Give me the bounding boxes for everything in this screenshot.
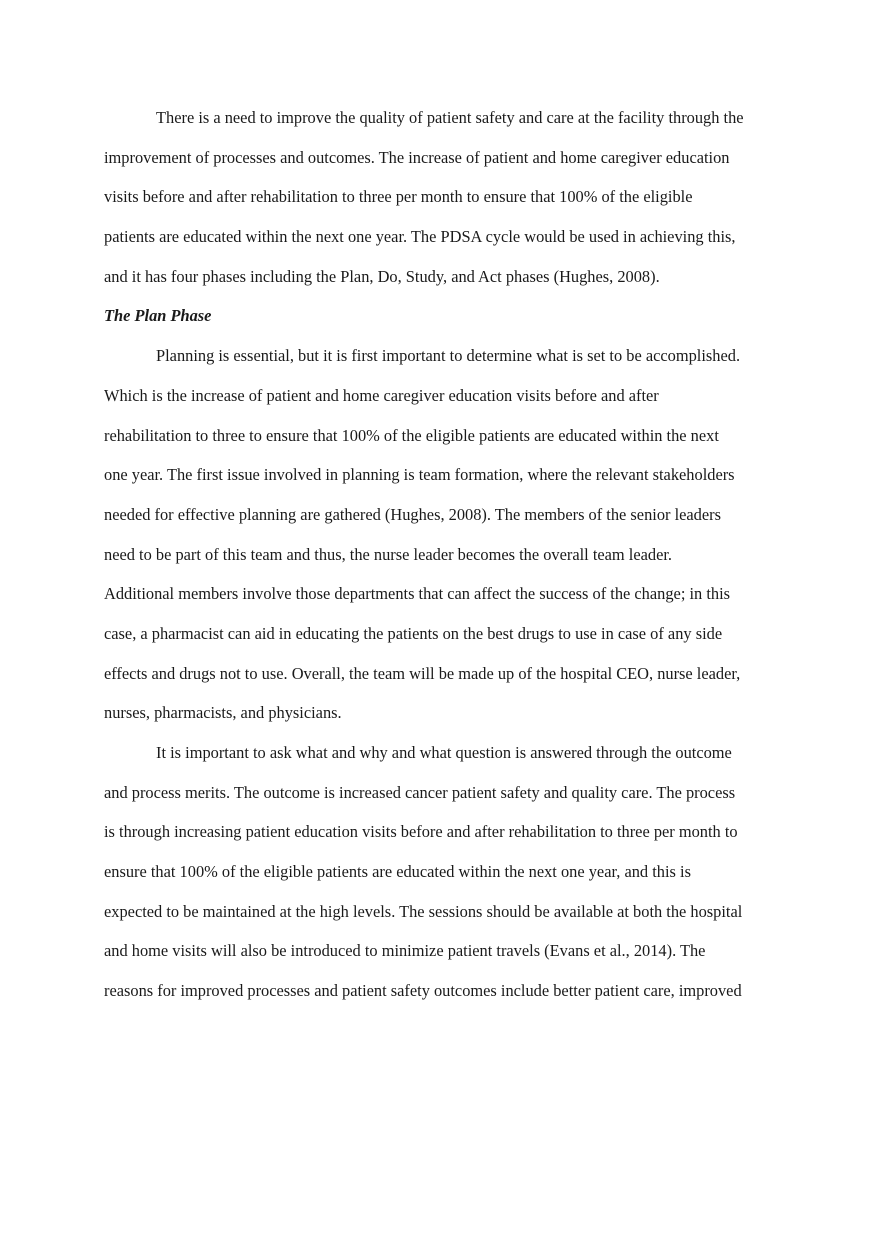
paragraph-intro — [104, 98, 779, 296]
paragraph-planning — [104, 336, 779, 733]
text-line: reasons for improved processes and patient safety outcomes include better patient care, improved — [104, 981, 742, 1001]
text-line: effects and drugs not to use. Overall, the team will be made up of the hospital CEO, nurse leader, — [104, 663, 741, 683]
text-line: It is important to ask what and why and what question is answered through the outcome — [156, 743, 732, 762]
text-line: one year. The first issue involved in planning is team formation, where the relevant stakeholders — [104, 465, 735, 485]
text-line: case, a pharmacist can aid in educating the patients on the best drugs to use in case of any side — [104, 623, 723, 643]
document-body — [104, 98, 779, 1011]
text-line: ensure that 100% of the eligible patients are educated within the next one year, and this is — [104, 862, 691, 882]
text-line: is through increasing patient education visits before and after rehabilitation to three per month to — [104, 822, 738, 842]
text-line: expected to be maintained at the high levels. The sessions should be available at both the hospital — [104, 901, 743, 921]
section-heading: The Plan Phase — [104, 306, 212, 326]
text-line: and process merits. The outcome is increased cancer patient safety and quality care. The process — [104, 782, 736, 802]
text-line: rehabilitation to three to ensure that 100% of the eligible patients are educated within the next — [104, 425, 719, 445]
paragraph-outcome — [104, 733, 779, 1011]
text-line: Additional members involve those departments that can affect the success of the change; in this — [104, 584, 730, 604]
text-line: improvement of processes and outcomes. The increase of patient and home caregiver education — [104, 147, 730, 167]
text-line: There is a need to improve the quality of patient safety and care at the facility through the — [156, 108, 744, 127]
text-line: Which is the increase of patient and home caregiver education visits before and after — [104, 385, 659, 405]
text-line: visits before and after rehabilitation to three per month to ensure that 100% of the eligible — [104, 187, 693, 207]
text-line: need to be part of this team and thus, the nurse leader becomes the overall team leader. — [104, 544, 672, 564]
text-line: patients are educated within the next one year. The PDSA cycle would be used in achieving this, — [104, 227, 736, 247]
text-line: Planning is essential, but it is first important to determine what is set to be accomplished. — [156, 346, 741, 366]
text-line: and home visits will also be introduced to minimize patient travels (Evans et al., 2014). The — [104, 941, 706, 961]
text-line: needed for effective planning are gathered (Hughes, 2008). The members of the senior leaders — [104, 504, 721, 524]
text-line: and it has four phases including the Plan, Do, Study, and Act phases (Hughes, 2008). — [104, 266, 660, 286]
text-line: nurses, pharmacists, and physicians. — [104, 703, 342, 723]
